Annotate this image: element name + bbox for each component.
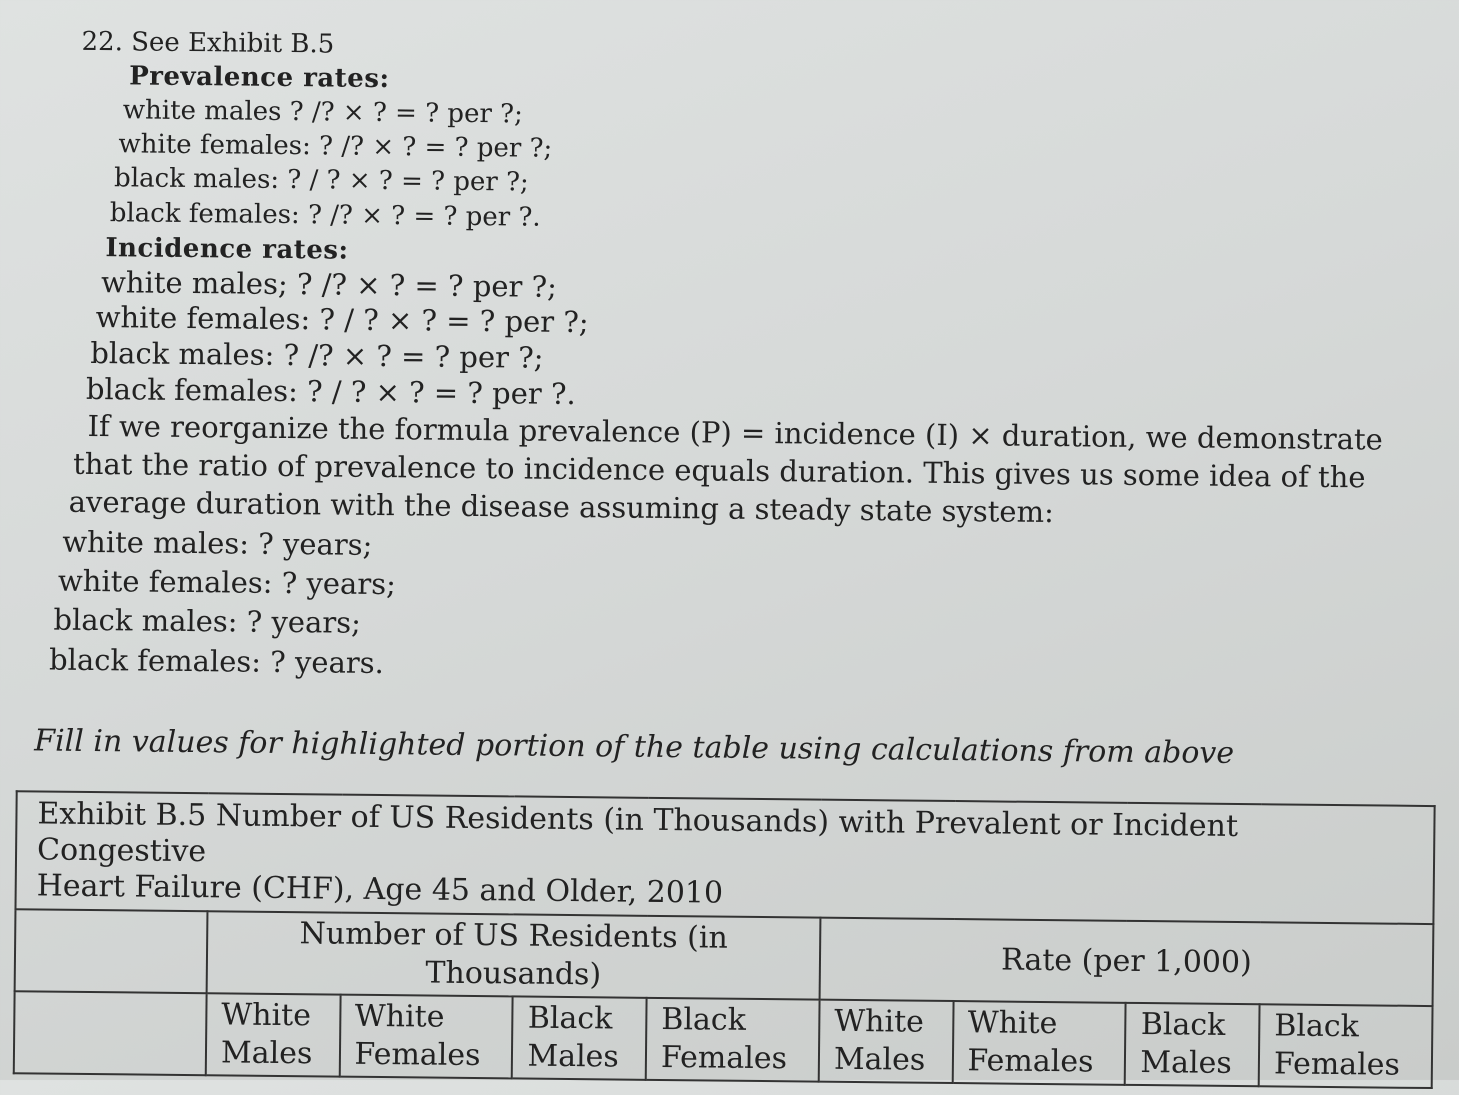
col-line-1: Black: [527, 1000, 613, 1037]
col-line-1: Black: [1274, 1008, 1360, 1045]
col-rate-black-females: [1259, 1004, 1433, 1088]
incidence-white-females: white females: ? / ? × ? = ? per ?;: [95, 300, 589, 340]
col-residents-black-females: [646, 998, 820, 1082]
group-header-row: [15, 909, 1434, 1006]
col-rate-white-males: [819, 1000, 953, 1083]
col-line-2: Females: [967, 1043, 1094, 1080]
col-line-1: Black: [1140, 1007, 1226, 1043]
caption-line-2: Heart Failure (CHF), Age 45 and Older, 2010: [36, 868, 724, 911]
col-rate-white-females: [952, 1001, 1126, 1085]
incidence-black-males: black males: ? /? × ? = ? per ?;: [90, 335, 544, 375]
prevalence-black-females: black females: ? /? × ? = ? per ?.: [109, 198, 541, 233]
header-blank-cell: [15, 909, 208, 993]
duration-black-males: black males: ? years;: [53, 602, 362, 640]
col-line-2: Females: [354, 1036, 481, 1074]
col-line-2: Males: [833, 1041, 926, 1078]
col-line-2: Males: [527, 1038, 619, 1075]
duration-black-females: black females: ? years.: [48, 642, 384, 681]
prevalence-title: Prevalence rates:: [129, 61, 390, 95]
caption-row: [15, 791, 1434, 924]
col-line-2: Females: [660, 1039, 788, 1077]
incidence-white-males: white males; ? /? × ? = ? per ?;: [100, 265, 558, 304]
caption-line-1: Exhibit B.5 Number of US Residents (in Thousands) with Prevalent or Incident Congestive: [36, 796, 1239, 870]
col-residents-white-males: [206, 993, 340, 1076]
paragraph-line-3: average duration with the disease assuming a steady state system:: [68, 484, 1054, 530]
paragraph-line-1: If we reorganize the formula prevalence (P) = incidence (I) × duration, we demonstrate: [87, 408, 1383, 457]
incidence-title: Incidence rates:: [105, 233, 349, 266]
col-line-2: Males: [220, 1035, 313, 1072]
paragraph-line-2: that the ratio of prevalence to incidence equals duration. This gives us some idea of the: [72, 446, 1366, 495]
col-line-1: White: [354, 998, 445, 1035]
col-line-2: Females: [1273, 1046, 1401, 1083]
col-residents-white-females: [339, 995, 513, 1079]
col-line-2: Males: [1140, 1045, 1232, 1081]
prevalence-white-females: white females: ? /? × ? = ? per ?;: [118, 129, 553, 164]
col-residents-black-males: [512, 996, 646, 1079]
col-rate-black-males: [1125, 1003, 1259, 1086]
col-line-1: Black: [661, 1001, 747, 1038]
group-header-residents: [207, 911, 821, 999]
col-line-1: White: [221, 997, 312, 1034]
group-residents-line-2: Thousands): [425, 955, 602, 993]
exhibit-b5-table: [13, 790, 1436, 1089]
prevalence-white-males: white males ? /? × ? = ? per ?;: [122, 95, 523, 130]
col-line-1: White: [834, 1003, 925, 1040]
instruction-text: Fill in values for highlighted portion of the table using calculations from above: [34, 723, 1235, 771]
exhibit-caption: [15, 791, 1434, 924]
row-label-blank-cell: [14, 991, 207, 1075]
question-heading: 22. See Exhibit B.5: [81, 26, 335, 60]
group-residents-line-1: Number of US Residents (in: [299, 916, 728, 956]
prevalence-black-males: black males: ? / ? × ? = ? per ?;: [113, 163, 529, 198]
duration-white-females: white females: ? years;: [57, 563, 397, 602]
column-header-row: [14, 991, 1433, 1088]
col-line-1: White: [967, 1005, 1058, 1042]
incidence-black-females: black females: ? / ? × ? = ? per ?.: [85, 371, 576, 412]
duration-white-males: white males: ? years;: [62, 524, 373, 562]
group-header-rate: Rate (per 1,000): [820, 918, 1434, 1006]
